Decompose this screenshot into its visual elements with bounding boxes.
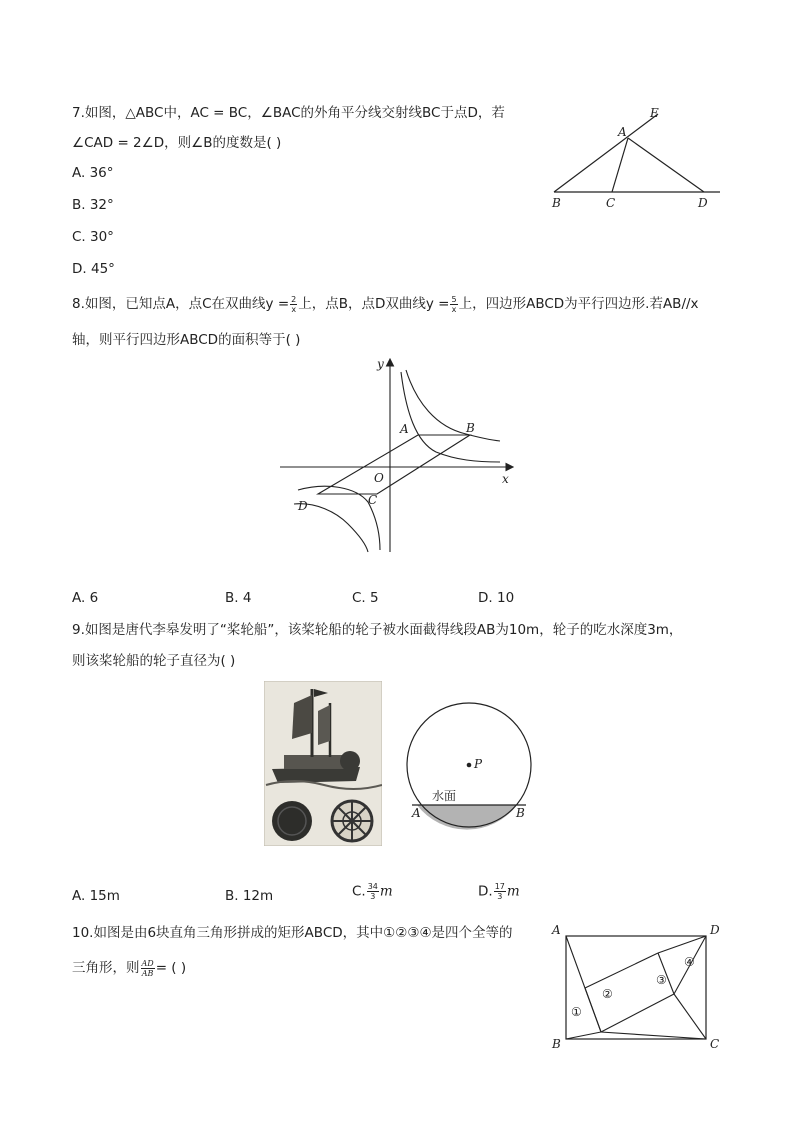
q8-frac1-denominator: x bbox=[291, 304, 297, 314]
q10-label-triangle-3: ③ bbox=[656, 973, 667, 987]
q8-text-part3: 上，四边形ABCD为平行四边形.若AB//x bbox=[458, 296, 699, 312]
q9-option-d-numerator: 17 bbox=[494, 882, 505, 891]
q9-option-d[interactable] bbox=[478, 882, 520, 901]
q9-option-c-denominator: 3 bbox=[370, 892, 376, 901]
q7-label-b: B bbox=[552, 196, 561, 210]
q7-stem-line2: ∠CAD = 2∠D，则∠B的度数是( ) bbox=[72, 135, 282, 151]
q7-triangle-figure bbox=[540, 100, 730, 215]
q7-label-e: E bbox=[650, 106, 659, 120]
q9-label-b: B bbox=[516, 806, 525, 820]
q8-frac2-numerator: 5 bbox=[451, 294, 457, 304]
q8-label-x: x bbox=[502, 472, 509, 486]
q8-label-b: B bbox=[466, 421, 475, 435]
q9-stem-line1: 9.如图是唐代李皋发明了“桨轮船”，该桨轮船的轮子被水面截得线段AB为10m，轮子的吃水深度3m， bbox=[72, 622, 683, 638]
q9-option-c-letter: C. bbox=[352, 883, 366, 900]
q10-text-part2: = ( ) bbox=[155, 960, 187, 976]
q8-option-c[interactable]: C. 5 bbox=[352, 590, 379, 606]
q9-label-water: 水面 bbox=[432, 789, 457, 803]
q8-curve-k2-first-quadrant bbox=[401, 372, 500, 462]
q8-label-d: D bbox=[298, 499, 308, 513]
q9-option-c-unit: m bbox=[379, 883, 393, 900]
q10-frac-numerator: AD bbox=[141, 958, 154, 968]
q8-stem-line1 bbox=[72, 294, 699, 314]
q7-option-b[interactable]: B. 32° bbox=[72, 197, 114, 213]
q8-label-o: O bbox=[374, 471, 384, 485]
q7-line-ba-e bbox=[554, 114, 658, 192]
q8-frac2-denominator: x bbox=[451, 304, 457, 314]
q10-frac-denominator: AB bbox=[141, 968, 154, 978]
q8-fraction-5-over-x bbox=[450, 295, 457, 314]
q9-option-b[interactable]: B. 12m bbox=[225, 888, 274, 904]
q7-number: 7. bbox=[72, 105, 85, 121]
q9-option-c-fraction bbox=[367, 882, 379, 901]
q7-option-c[interactable]: C. 30° bbox=[72, 229, 114, 245]
q8-option-d[interactable]: D. 10 bbox=[478, 590, 515, 606]
q7-option-d[interactable]: D. 45° bbox=[72, 261, 115, 277]
q8-label-a: A bbox=[400, 422, 409, 436]
q10-label-triangle-4: ④ bbox=[684, 955, 695, 969]
q9-wheel-circle-figure bbox=[402, 698, 542, 830]
q9-label-a: A bbox=[412, 806, 421, 820]
q8-text-part2: 上，点B，点D双曲线y = bbox=[298, 296, 450, 312]
q9-label-p: P bbox=[474, 757, 483, 771]
q9-stem-line2: 则该桨轮船的轮子直径为( ) bbox=[72, 653, 236, 669]
q9-option-d-letter: D. bbox=[478, 883, 493, 900]
q8-stem-line2: 轴，则平行四边形ABCD的面积等于( ) bbox=[72, 332, 301, 348]
q10-fraction-ad-ab bbox=[141, 959, 155, 978]
q8-text-part1: 8.如图，已知点A，点C在双曲线y = bbox=[72, 296, 290, 312]
q9-option-d-fraction bbox=[494, 882, 506, 901]
q9-option-c-numerator: 34 bbox=[367, 882, 378, 891]
q7-option-a[interactable]: A. 36° bbox=[72, 165, 114, 181]
paddle-boat-photo bbox=[264, 681, 382, 846]
q10-label-a: A bbox=[552, 923, 561, 937]
q7-stem-line1 bbox=[72, 103, 505, 123]
q10-label-d: D bbox=[710, 923, 720, 937]
q7-label-d: D bbox=[698, 196, 708, 210]
q7-label-c: C bbox=[606, 196, 616, 210]
q8-label-y: y bbox=[377, 357, 384, 371]
q10-label-c: C bbox=[710, 1037, 720, 1051]
q10-stem-line1: 10.如图是由6块直角三角形拼成的矩形ABCD，其中①②③④是四个全等的 bbox=[72, 925, 513, 941]
q8-frac1-numerator: 2 bbox=[291, 294, 297, 304]
q9-option-a[interactable]: A. 15m bbox=[72, 888, 120, 904]
q8-hyperbola-figure bbox=[276, 352, 520, 558]
q9-option-d-denominator: 3 bbox=[497, 892, 503, 901]
q8-option-b[interactable]: B. 4 bbox=[225, 590, 252, 606]
q8-parallelogram-abcd bbox=[318, 435, 470, 494]
q10-rectangle-figure bbox=[548, 920, 728, 1052]
q8-curve-k5-first-quadrant bbox=[406, 370, 500, 441]
q10-label-triangle-1: ① bbox=[571, 1005, 582, 1019]
q10-label-triangle-2: ② bbox=[602, 987, 613, 1001]
q7-label-a: A bbox=[618, 125, 627, 139]
q9-center-p bbox=[467, 763, 472, 768]
q8-option-a[interactable]: A. 6 bbox=[72, 590, 99, 606]
q8-label-c: C bbox=[368, 493, 378, 507]
q10-label-b: B bbox=[552, 1037, 561, 1051]
q7-segment-ad bbox=[628, 138, 704, 192]
q7-text-line1: 如图，△ABC中，AC = BC，∠BAC的外角平分线交射线BC于点D，若 bbox=[84, 105, 505, 121]
q10-text-part1: 三角形，则 bbox=[72, 960, 140, 976]
q9-option-c[interactable] bbox=[352, 882, 393, 901]
q8-fraction-2-over-x bbox=[290, 295, 297, 314]
q9-option-d-unit: m bbox=[506, 883, 520, 900]
q10-stem-line2 bbox=[72, 958, 186, 978]
